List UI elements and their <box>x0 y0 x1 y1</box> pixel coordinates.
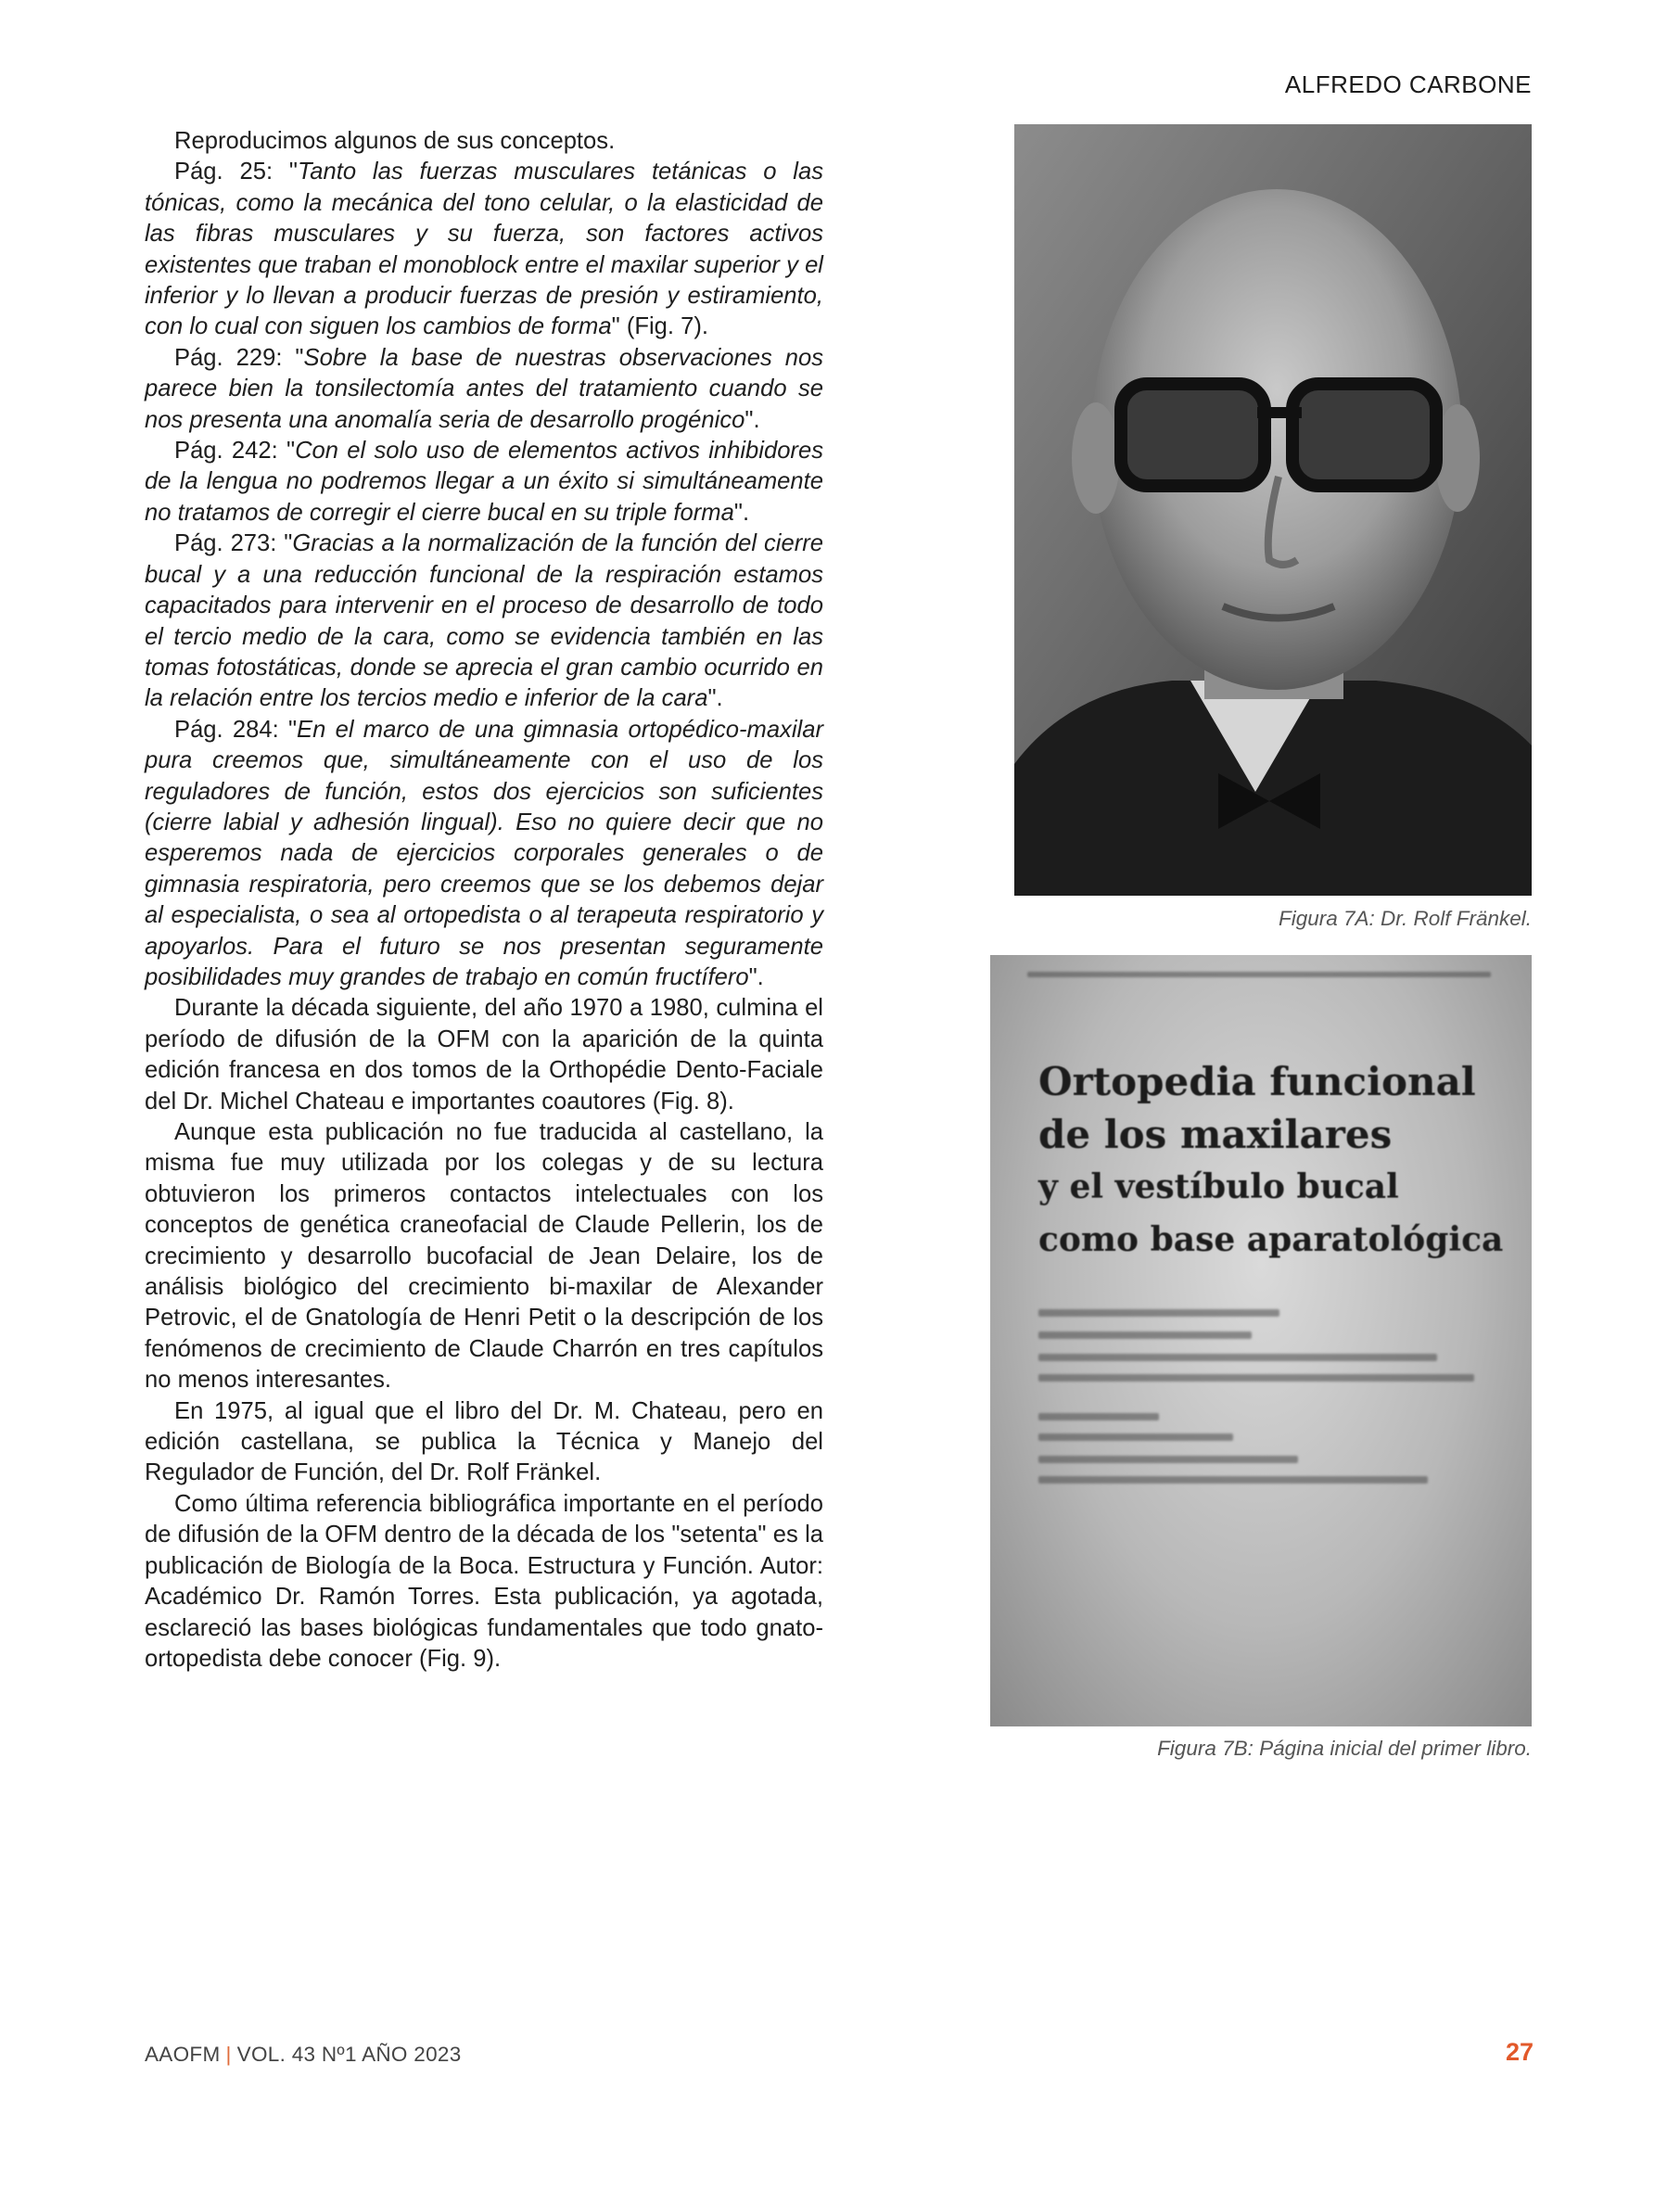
book-title-line: y el vestíbulo bucal <box>1038 1167 1399 1206</box>
book-credit-line <box>1038 1433 1233 1441</box>
quote-tail: ". <box>733 499 750 526</box>
footer-journal-info <box>145 2043 462 2067</box>
quote-tail: ". <box>748 963 764 990</box>
book-title <box>1038 1055 1502 1267</box>
quote-text: Gracias a la normalización de la función del cierre bucal y a una reducción funcional de la respiración estamos capacitados para intervenir en el proceso de desarrollo de todo el tercio medio de la cara, como se evidencia también en las tomas fotostáticas, donde se aprecia el gran cambio ocurrido en la relación entre los tercios medio e inferior de la cara <box>145 530 824 712</box>
book-credit-line <box>1038 1413 1159 1420</box>
quote-text: Tanto las fuerzas musculares tetánicas o las tónicas, como la mecánica del tono celular, o la elasticidad de las fibras musculares y su fuerza, son factores activos existentes que traban el monoblock entre el maxilar superior y el inferior y lo llevan a producir fuerzas de presión y estiramiento, con lo cual con siguen los cambios de forma <box>145 159 823 340</box>
quote-text: Con el solo uso de elementos activos inhibidores de la lengua no podremos llegar a un éxito si simultáneamente no tratamos de corregir el cierre bucal en su triple forma <box>145 438 823 526</box>
paragraph-3 <box>145 343 823 436</box>
book-title-line: de los maxilares <box>1038 1112 1393 1157</box>
book-credit-line <box>1038 1331 1252 1339</box>
paragraph-5 <box>145 529 823 714</box>
quote-lead: Pág. 25: " <box>174 159 298 185</box>
book-credit-line <box>1038 1476 1428 1484</box>
portrait-illustration <box>1014 124 1532 896</box>
quote-lead: Pág. 273: " <box>174 530 293 557</box>
article-body <box>145 126 823 1675</box>
quote-lead: Pág. 284: " <box>174 716 298 743</box>
paragraph-2 <box>145 157 823 342</box>
footer-separator: | <box>225 2043 232 2066</box>
page-number: 27 <box>1505 2038 1534 2066</box>
book-credit-line <box>1038 1374 1474 1382</box>
quote-text: Sobre la base de nuestras observaciones nos parece bien la tonsilectomía antes del tratamiento cuando se nos presenta una anomalía seria de desarrollo progénico <box>145 344 823 433</box>
quote-tail: " (Fig. 7). <box>611 313 708 340</box>
book-page-photo <box>990 955 1532 1726</box>
book-header-line <box>1027 972 1491 977</box>
quote-lead: Pág. 242: " <box>174 438 296 465</box>
quote-tail: ". <box>745 406 760 433</box>
book-title-line: como base aparatológica <box>1038 1220 1504 1259</box>
journal-name: AAOFM <box>145 2043 221 2066</box>
book-credit-line <box>1038 1354 1437 1361</box>
figure-7b-caption: Figura 7B: Página inicial del primer libro. <box>1157 1737 1532 1760</box>
portrait-photo <box>1014 124 1532 896</box>
paragraph-1: Reproducimos algunos de sus conceptos. <box>174 128 616 154</box>
book-credit-line <box>1038 1456 1298 1463</box>
quote-tail: ". <box>707 685 723 712</box>
paragraph-4 <box>145 436 823 529</box>
paragraph-8: Aunque esta publicación no fue traducida al castellano, la misma fue muy utilizada por los colegas y de su lectura obtuvieron los primeros contactos intelectuales con los conceptos de genética craneofacial de Claude Pellerin, los de crecimiento y desarrollo bucofacial de Jean Delaire, los de análisis biológico del crecimiento bi-maxilar de Alexander Petrovic, el de Gnatología de Henri Petit o la descripción de los fenómenos de crecimiento de Claude Charrón en tres capítulos no menos interesantes. <box>145 1119 823 1394</box>
quote-text: En el marco de una gimnasia ortopédico-maxilar pura creemos que, simultáneamente con el uso de los reguladores de función, estos dos ejercicios son suficientes (cierre labial y adhesión lingual). Eso no quiere decir que no esperemos nada de ejercicios corporales generales o de gimnasia respiratoria, pero creemos que se los debemos dejar al especialista, o sea al ortopedista o al terapeuta respiratorio y apoyarlos. Para el futuro se nos presentan seguramente posibilidades muy grandes de trabajo en común fructífero <box>145 716 823 990</box>
paragraph-7: Durante la década siguiente, del año 1970 a 1980, culmina el período de difusión de la OFM con la aparición de la quinta edición francesa en dos tomos de la Orthopédie Dento-Faciale del Dr. Michel Chateau e importantes coautores (Fig. 8). <box>145 995 823 1115</box>
paragraph-6 <box>145 715 823 994</box>
book-title-line: Ortopedia funcional <box>1038 1059 1476 1104</box>
paragraph-9: En 1975, al igual que el libro del Dr. M. Chateau, pero en edición castellana, se publica la Técnica y Manejo del Regulador de Función, del Dr. Rolf Fränkel. <box>145 1397 823 1486</box>
figure-7a-caption: Figura 7A: Dr. Rolf Fränkel. <box>1279 907 1532 930</box>
paragraph-10: Como última referencia bibliográfica importante en el período de difusión de la OFM dentro de la década de los "setenta" es la publicación de Biología de la Boca. Estructura y Función. Autor: Académico Dr. Ramón Torres. Esta publicación, ya agotada, esclareció las bases biológicas fundamentales que todo gnato-ortopedista debe conocer (Fig. 9). <box>145 1490 823 1672</box>
book-credit-line <box>1038 1309 1279 1317</box>
journal-issue: VOL. 43 Nº1 AÑO 2023 <box>236 2043 462 2066</box>
quote-lead: Pág. 229: " <box>174 344 304 371</box>
running-header-author: ALFREDO CARBONE <box>1284 70 1532 98</box>
